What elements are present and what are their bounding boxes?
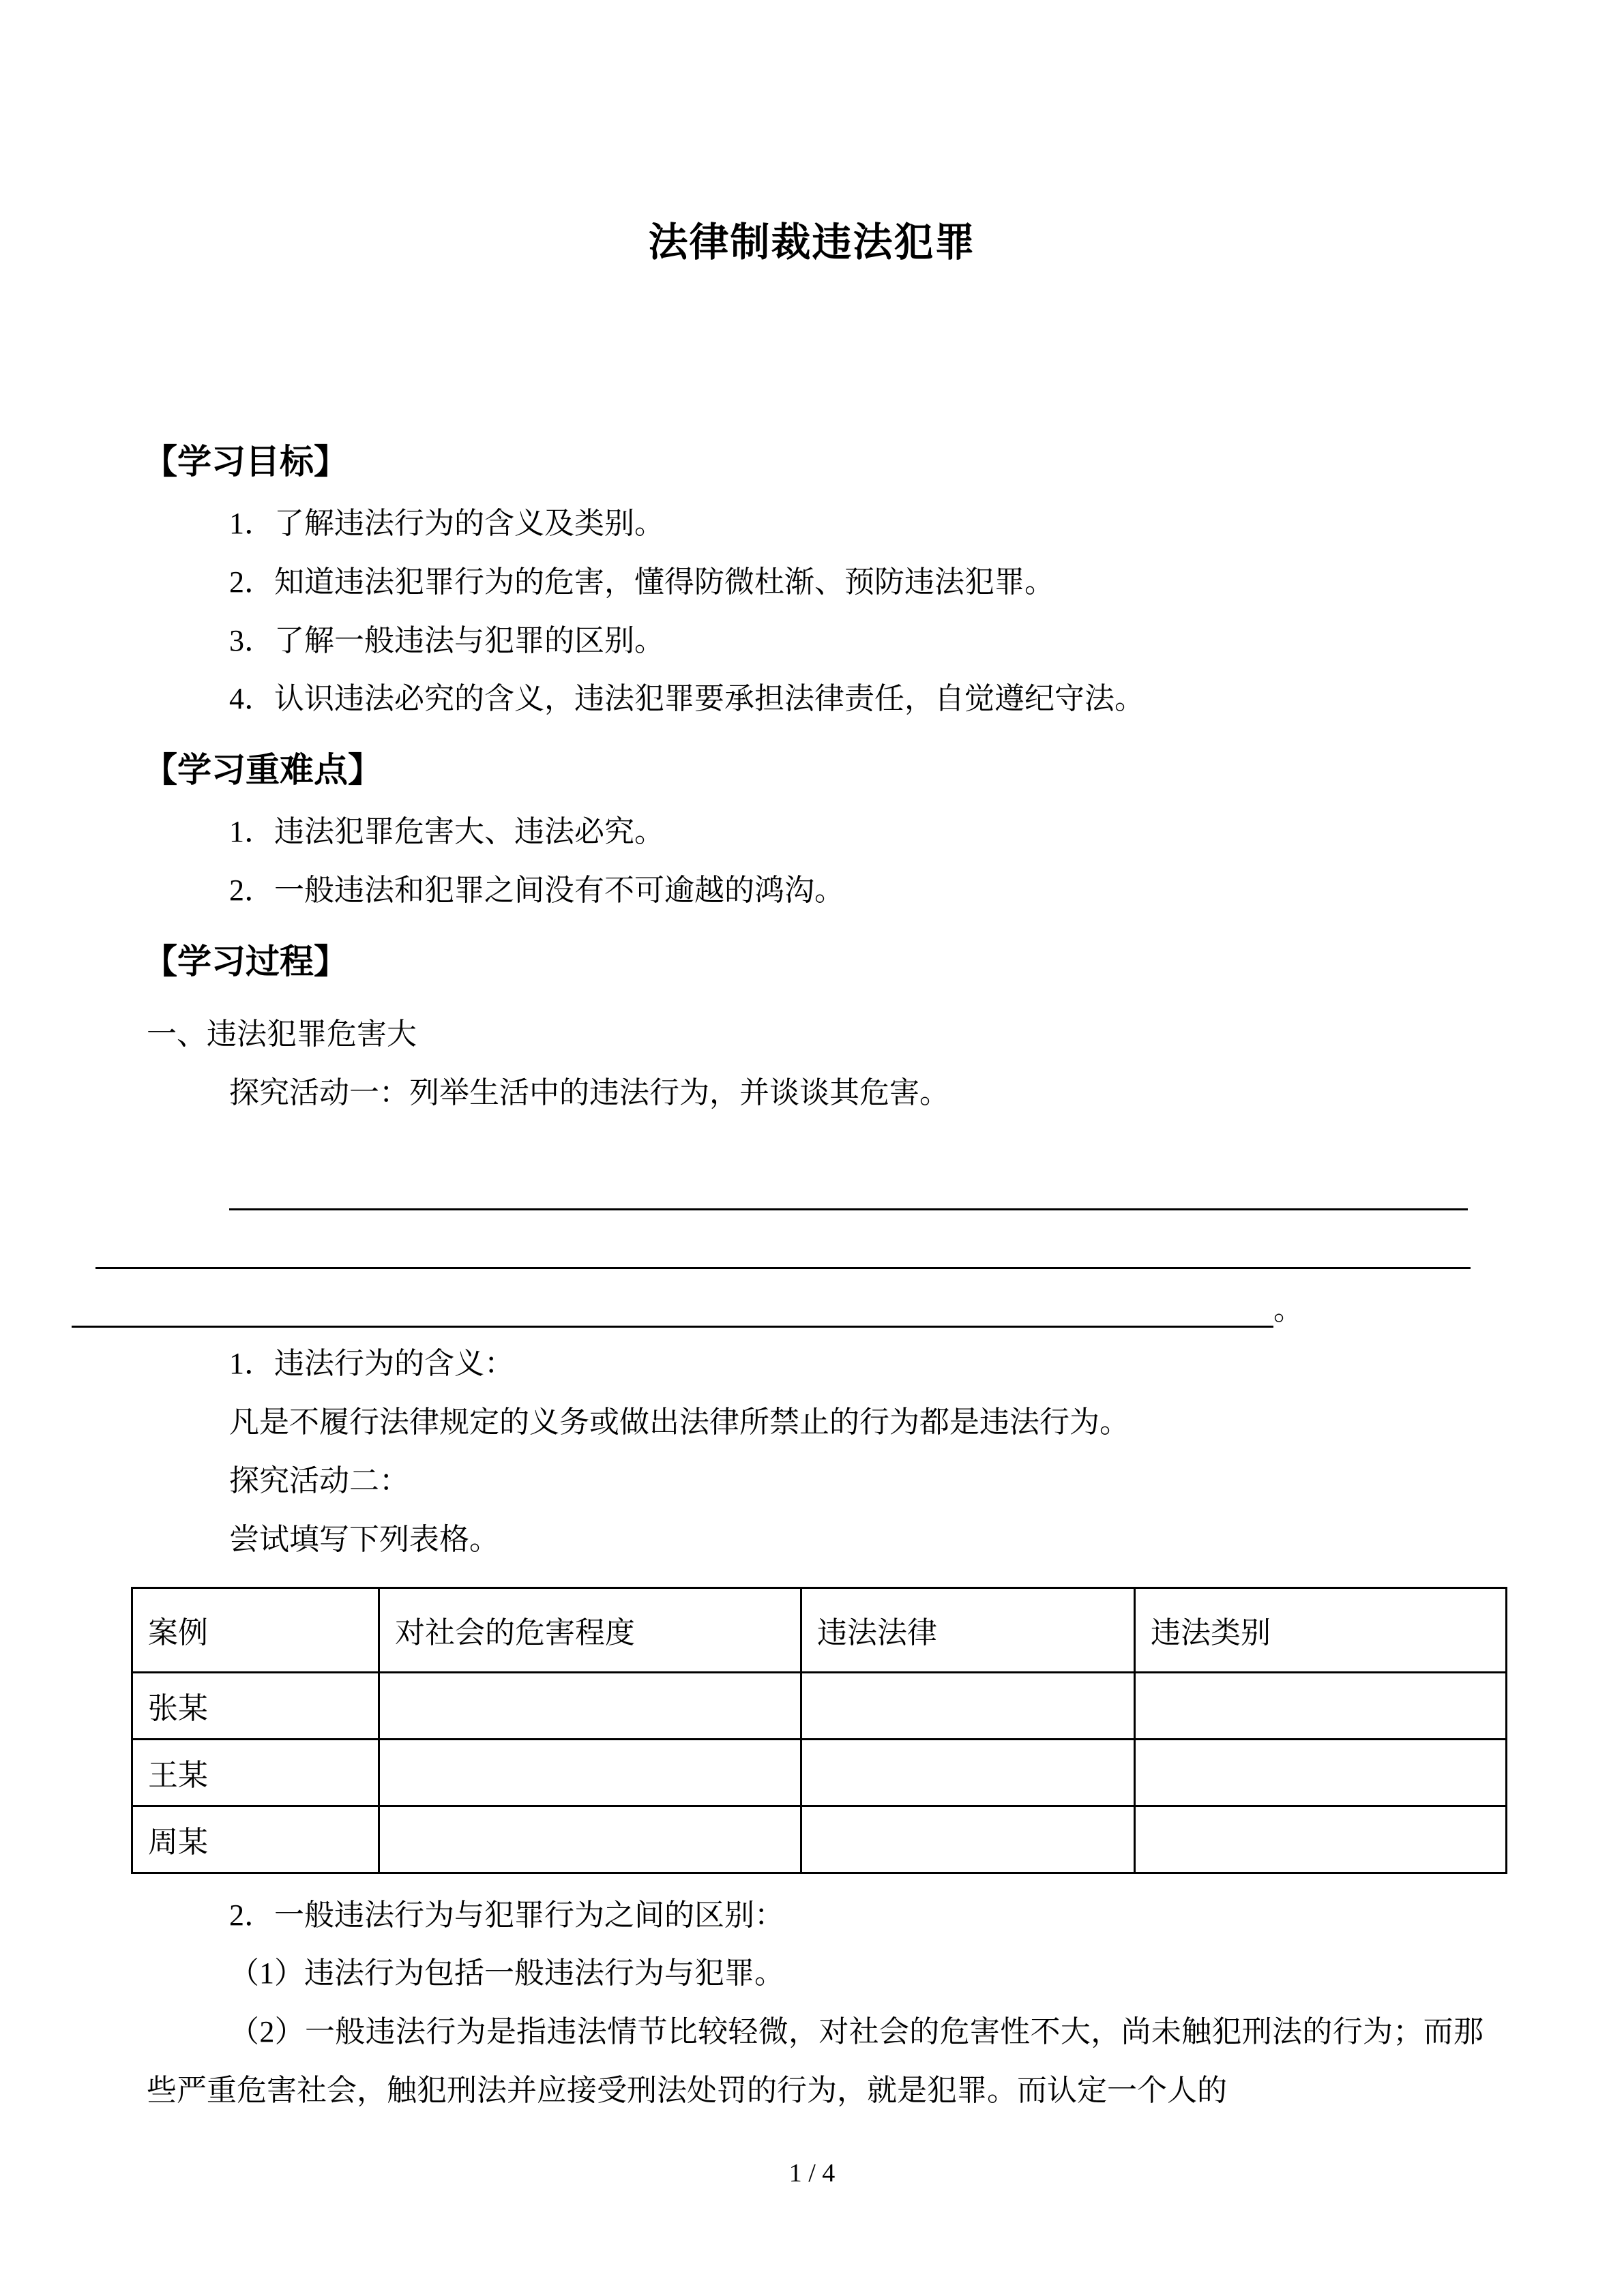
- document-title: 法律制裁违法犯罪: [648, 220, 976, 265]
- answer-blank-line: [72, 1269, 1624, 1328]
- table-row: [132, 1806, 1507, 1873]
- section-heading-learning-process: 【学习过程】: [143, 942, 348, 981]
- difference-heading: 2．一般违法行为与犯罪行为之间的区别：: [229, 1898, 784, 1932]
- definition-heading: 1．违法行为的含义：: [229, 1347, 514, 1381]
- part1-heading: 一、违法犯罪危害大: [147, 1017, 417, 1051]
- table-header-law: 违法法律: [801, 1587, 1135, 1672]
- goal-item: 2．知道违法犯罪行为的危害，懂得防微杜渐、预防违法犯罪。: [229, 565, 1054, 599]
- goal-item: 1．了解违法行为的含义及类别。: [229, 507, 664, 540]
- difference-point-1: （1）违法行为包括一般违法行为与犯罪。: [229, 1956, 784, 1991]
- empty-cell: [801, 1739, 1135, 1806]
- empty-cell: [1135, 1739, 1507, 1806]
- empty-cell: [1135, 1672, 1507, 1739]
- empty-cell: [801, 1806, 1135, 1873]
- case-name-cell: 王某: [132, 1739, 379, 1806]
- goal-item: 3．了解一般违法与犯罪的区别。: [229, 623, 664, 657]
- table-header-row: [132, 1587, 1507, 1672]
- answer-blank-line: [0, 1152, 1624, 1210]
- blank-underline: [95, 1210, 1471, 1269]
- difference-point-2: （2）一般违法行为是指违法情节比较轻微，对社会的危害性不大，尚未触犯刑法的行为；而那些严重危害社会，触犯刑法并应接受刑法处罚的行为，就是犯罪。而认定一个人的: [147, 2015, 1483, 2107]
- blank-underline: [229, 1152, 1468, 1210]
- table-header-type: 违法类别: [1135, 1587, 1507, 1672]
- section-heading-learning-goals: 【学习目标】: [143, 443, 348, 481]
- activity1-prompt: 探究活动一：列举生活中的违法行为，并谈谈其危害。: [229, 1075, 949, 1109]
- case-name-cell: 周某: [132, 1806, 379, 1873]
- answer-blank-lines: [0, 1152, 1624, 1328]
- empty-cell: [379, 1806, 801, 1873]
- blank-end-punctuation: 。: [1273, 1292, 1303, 1326]
- table-header-harm: 对社会的危害程度: [379, 1587, 801, 1672]
- definition-text: 凡是不履行法律规定的义务或做出法律所禁止的行为都是违法行为。: [229, 1405, 1130, 1440]
- blank-underline: [72, 1269, 1273, 1328]
- table-header-case: 案例: [132, 1587, 379, 1672]
- page-number: 1 / 4: [788, 2159, 836, 2188]
- activity2-heading: 探究活动二：: [229, 1463, 409, 1497]
- empty-cell: [379, 1672, 801, 1739]
- key-point-item: 1．违法犯罪危害大、违法必究。: [229, 815, 664, 849]
- table-row: [132, 1739, 1507, 1806]
- table-intro: 尝试填写下列表格。: [229, 1522, 499, 1556]
- case-name-cell: 张某: [132, 1672, 379, 1739]
- empty-cell: [379, 1739, 801, 1806]
- goal-item: 4．认识违法必究的含义，违法犯罪要承担法律责任，自觉遵纪守法。: [229, 682, 1145, 716]
- empty-cell: [1135, 1806, 1507, 1873]
- table-row: [132, 1672, 1507, 1739]
- section-heading-key-points: 【学习重难点】: [143, 751, 382, 790]
- key-point-item: 2．一般违法和犯罪之间没有不可逾越的鸿沟。: [229, 873, 844, 907]
- case-analysis-table: [131, 1587, 1507, 1874]
- answer-blank-line: [0, 1210, 1624, 1269]
- empty-cell: [801, 1672, 1135, 1739]
